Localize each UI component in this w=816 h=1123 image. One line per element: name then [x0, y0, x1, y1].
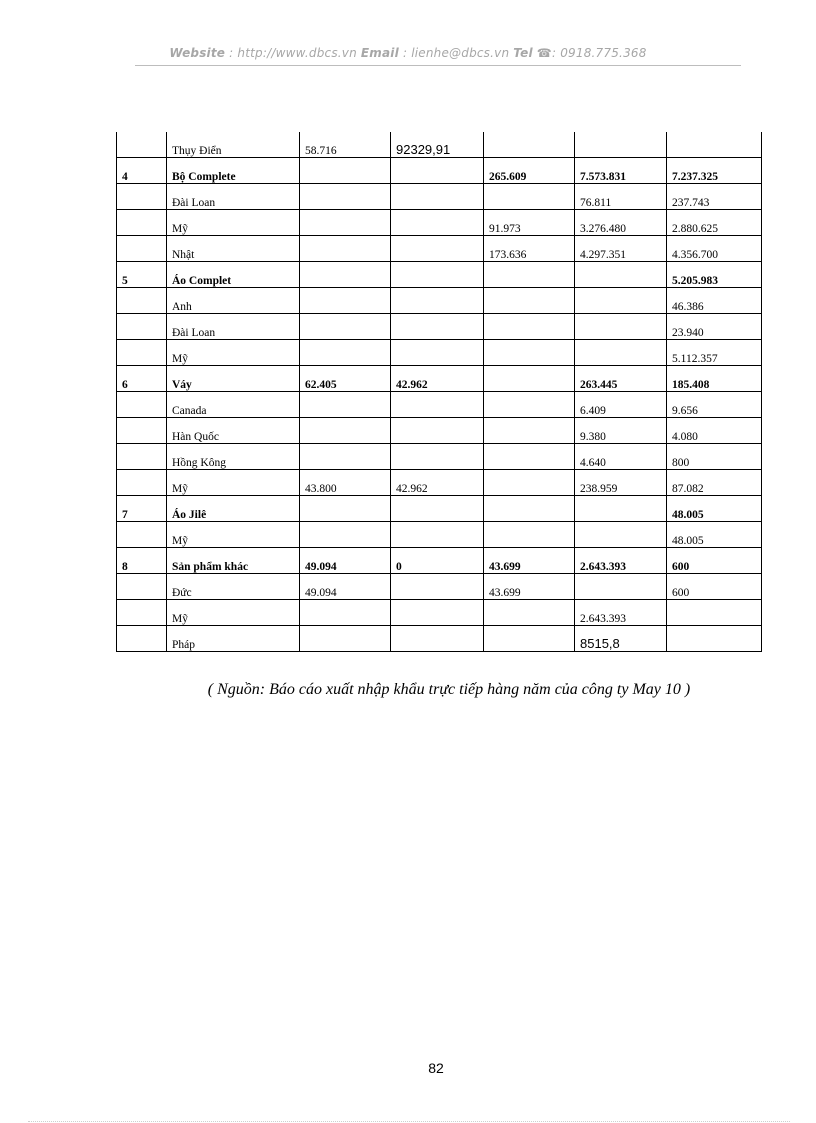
value-cell: 265.609: [484, 158, 575, 184]
value-cell: [484, 470, 575, 496]
item-name-cell: Sản phẩm khác: [167, 548, 300, 574]
value-cell: [484, 288, 575, 314]
value-cell: [484, 418, 575, 444]
item-name-cell: Mỹ: [167, 340, 300, 366]
value-cell: 5.205.983: [667, 262, 762, 288]
value-cell: [391, 314, 484, 340]
table-row: [117, 262, 762, 288]
value-cell: 185.408: [667, 366, 762, 392]
value-cell: 173.636: [484, 236, 575, 262]
table-row: [117, 444, 762, 470]
value-cell: [300, 158, 391, 184]
value-cell: [391, 626, 484, 652]
item-name-cell: Mỹ: [167, 470, 300, 496]
page-header: [0, 46, 816, 60]
value-cell: [575, 522, 667, 548]
value-cell: [391, 574, 484, 600]
item-name-cell: Áo Complet: [167, 262, 300, 288]
value-cell: 49.094: [300, 574, 391, 600]
table-row: [117, 132, 762, 158]
value-cell: 48.005: [667, 496, 762, 522]
value-cell: [484, 522, 575, 548]
row-number-cell: [117, 132, 167, 158]
item-name-cell: Váy: [167, 366, 300, 392]
value-cell: [484, 340, 575, 366]
value-cell: [300, 418, 391, 444]
item-name-cell: Nhật: [167, 236, 300, 262]
row-number-cell: 4: [117, 158, 167, 184]
value-cell: 9.656: [667, 392, 762, 418]
row-number-cell: [117, 340, 167, 366]
row-number-cell: [117, 470, 167, 496]
table-body: [117, 132, 762, 652]
row-number-cell: [117, 314, 167, 340]
value-cell: [391, 392, 484, 418]
item-name-cell: Mỹ: [167, 210, 300, 236]
value-cell: [484, 314, 575, 340]
value-cell: 49.094: [300, 548, 391, 574]
value-cell: [300, 288, 391, 314]
page-number: 82: [428, 1060, 444, 1076]
value-cell: [575, 496, 667, 522]
row-number-cell: [117, 522, 167, 548]
value-cell: [575, 574, 667, 600]
website-label: Website: [169, 46, 226, 60]
value-cell: [300, 210, 391, 236]
value-cell: 4.297.351: [575, 236, 667, 262]
item-name-cell: Pháp: [167, 626, 300, 652]
row-number-cell: [117, 418, 167, 444]
value-cell: 43.699: [484, 548, 575, 574]
value-cell: [667, 626, 762, 652]
row-number-cell: [117, 236, 167, 262]
value-cell: [391, 600, 484, 626]
value-cell: [300, 314, 391, 340]
value-cell: 3.276.480: [575, 210, 667, 236]
item-name-cell: Thụy Điển: [167, 132, 300, 158]
value-cell: [391, 418, 484, 444]
row-number-cell: 6: [117, 366, 167, 392]
tel-label: Tel: [513, 46, 533, 60]
table-row: [117, 626, 762, 652]
value-cell: 91.973: [484, 210, 575, 236]
item-name-cell: Mỹ: [167, 600, 300, 626]
value-cell: [300, 496, 391, 522]
item-name-cell: Bộ Complete: [167, 158, 300, 184]
website-url[interactable]: : http://www.dbcs.vn: [229, 46, 357, 60]
table-row: [117, 288, 762, 314]
value-cell: 48.005: [667, 522, 762, 548]
value-cell: 7.237.325: [667, 158, 762, 184]
export-table: [116, 132, 762, 652]
table-row: [117, 314, 762, 340]
value-cell: 2.880.625: [667, 210, 762, 236]
value-cell: 6.409: [575, 392, 667, 418]
value-cell: [391, 496, 484, 522]
row-number-cell: [117, 574, 167, 600]
value-cell: [300, 262, 391, 288]
value-cell: 4.640: [575, 444, 667, 470]
value-cell: [484, 132, 575, 158]
row-number-cell: [117, 392, 167, 418]
table-row: [117, 366, 762, 392]
value-cell: 42.962: [391, 366, 484, 392]
value-cell: [575, 314, 667, 340]
value-cell: 600: [667, 548, 762, 574]
value-cell: 92329,91: [391, 132, 484, 158]
item-name-cell: Hồng Kông: [167, 444, 300, 470]
value-cell: [484, 444, 575, 470]
value-cell: [484, 184, 575, 210]
value-cell: [300, 600, 391, 626]
row-number-cell: 8: [117, 548, 167, 574]
value-cell: [391, 522, 484, 548]
item-name-cell: Đài Loan: [167, 184, 300, 210]
value-cell: 237.743: [667, 184, 762, 210]
row-number-cell: [117, 444, 167, 470]
item-name-cell: Anh: [167, 288, 300, 314]
table-row: [117, 418, 762, 444]
value-cell: [300, 626, 391, 652]
footer-divider: [28, 1121, 790, 1122]
value-cell: [484, 262, 575, 288]
item-name-cell: Hàn Quốc: [167, 418, 300, 444]
value-cell: 4.080: [667, 418, 762, 444]
value-cell: 600: [667, 574, 762, 600]
email-label: Email: [360, 46, 399, 60]
value-cell: 2.643.393: [575, 600, 667, 626]
value-cell: 43.699: [484, 574, 575, 600]
table-row: [117, 496, 762, 522]
value-cell: [391, 210, 484, 236]
row-number-cell: 7: [117, 496, 167, 522]
item-name-cell: Đài Loan: [167, 314, 300, 340]
table-row: [117, 236, 762, 262]
value-cell: 238.959: [575, 470, 667, 496]
value-cell: [667, 600, 762, 626]
row-number-cell: [117, 626, 167, 652]
item-name-cell: Đức: [167, 574, 300, 600]
value-cell: 43.800: [300, 470, 391, 496]
row-number-cell: [117, 184, 167, 210]
value-cell: 87.082: [667, 470, 762, 496]
value-cell: [575, 288, 667, 314]
value-cell: [300, 236, 391, 262]
value-cell: [484, 366, 575, 392]
header-divider: [135, 65, 741, 66]
value-cell: 800: [667, 444, 762, 470]
value-cell: 8515,8: [575, 626, 667, 652]
value-cell: 7.573.831: [575, 158, 667, 184]
value-cell: 2.643.393: [575, 548, 667, 574]
value-cell: [391, 236, 484, 262]
source-note: ( Nguồn: Báo cáo xuất nhập khẩu trực tiếp hàng năm của công ty May 10 ): [207, 681, 691, 698]
row-number-cell: [117, 288, 167, 314]
table-row: [117, 574, 762, 600]
row-number-cell: [117, 210, 167, 236]
item-name-cell: Canada: [167, 392, 300, 418]
value-cell: 58.716: [300, 132, 391, 158]
table-row: [117, 340, 762, 366]
table-row: [117, 600, 762, 626]
value-cell: [391, 158, 484, 184]
tel-number: ☎: 0918.775.368: [536, 46, 647, 60]
value-cell: [484, 392, 575, 418]
row-number-cell: 5: [117, 262, 167, 288]
value-cell: [575, 132, 667, 158]
value-cell: 76.811: [575, 184, 667, 210]
value-cell: 263.445: [575, 366, 667, 392]
email-address[interactable]: : lienhe@dbcs.vn: [402, 46, 510, 60]
item-name-cell: Áo Jilê: [167, 496, 300, 522]
value-cell: [667, 132, 762, 158]
row-number-cell: [117, 600, 167, 626]
table-row: [117, 184, 762, 210]
value-cell: 46.386: [667, 288, 762, 314]
table-row: [117, 522, 762, 548]
table-row: [117, 392, 762, 418]
value-cell: 5.112.357: [667, 340, 762, 366]
item-name-cell: Mỹ: [167, 522, 300, 548]
value-cell: [391, 288, 484, 314]
value-cell: 62.405: [300, 366, 391, 392]
value-cell: 42.962: [391, 470, 484, 496]
table-row: [117, 210, 762, 236]
value-cell: [300, 392, 391, 418]
value-cell: [300, 340, 391, 366]
value-cell: [391, 340, 484, 366]
value-cell: [391, 262, 484, 288]
table-row: [117, 158, 762, 184]
value-cell: 4.356.700: [667, 236, 762, 262]
value-cell: [391, 444, 484, 470]
value-cell: 9.380: [575, 418, 667, 444]
value-cell: [484, 496, 575, 522]
table-row: [117, 548, 762, 574]
value-cell: 0: [391, 548, 484, 574]
value-cell: [391, 184, 484, 210]
value-cell: [484, 626, 575, 652]
value-cell: [300, 522, 391, 548]
value-cell: [575, 340, 667, 366]
value-cell: [484, 600, 575, 626]
value-cell: 23.940: [667, 314, 762, 340]
value-cell: [300, 444, 391, 470]
value-cell: [300, 184, 391, 210]
table-row: [117, 470, 762, 496]
value-cell: [575, 262, 667, 288]
